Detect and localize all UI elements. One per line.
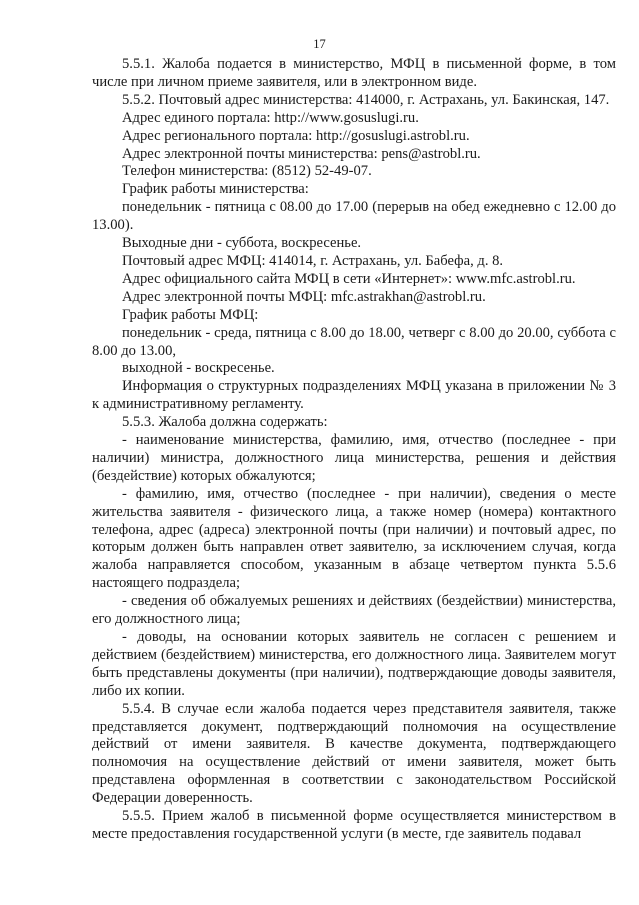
- paragraph-single-portal: Адрес единого портала: http://www.gosuslugi.ru.: [122, 109, 419, 126]
- paragraph-mfc-address: Почтовый адрес МФЦ: 414014, г. Астрахань, ул. Бабефа, д. 8.: [122, 252, 504, 269]
- paragraph-5-5-2: 5.5.2. Почтовый адрес министерства: 414000, г. Астрахань, ул. Бакинская, 147.: [122, 91, 610, 108]
- paragraph-mfc-schedule: понедельник - среда, пятница с 8.00 до 18.00, четверг с 8.00 до 20.00, суббота с 8.00 до 13.00,: [92, 324, 616, 359]
- list-item-ministry-name: - наименование министерства, фамилию, имя, отчество (последнее - при наличии) министра, должностного лица министерства, решения и действия (бездействие) которых обжалуются;: [92, 432, 616, 484]
- paragraph-ministry-schedule: понедельник - пятница с 08.00 до 17.00 (перерыв на обед ежедневно с 12.00 до 13.00).: [92, 199, 616, 234]
- paragraph-mfc-email: Адрес электронной почты МФЦ: mfc.astrakhan@astrobl.ru.: [122, 288, 486, 305]
- paragraph-mfc-schedule-heading: График работы МФЦ:: [122, 306, 259, 323]
- paragraph-regional-portal: Адрес регионального портала: http://gosuslugi.astrobl.ru.: [122, 127, 470, 144]
- paragraph-5-5-3: 5.5.3. Жалоба должна содержать:: [122, 414, 328, 431]
- paragraph-days-off: Выходные дни - суббота, воскресенье.: [122, 235, 362, 252]
- list-item-applicant-details: - фамилию, имя, отчество (последнее - при наличии), сведения о месте жительства заявителя - физического лица, а также номер (номера) контактного телефона, адрес (адреса) электронной почты (при наличии) и почтовый адрес, по которым должен быть направлен ответ заявителю, за исключением случая, когда жалоба направляется способом, указанным в абзаце четвертом пункта 5.5.6 настоящего подраздела;: [92, 485, 616, 592]
- paragraph-5-5-4: 5.5.4. В случае если жалоба подается через представителя заявителя, также представляется документ, подтверждающий полномочия на осуществление действий от имени заявителя. В качестве документа, подтверждающего полномочия на осуществление действий от имени заявителя, может быть представлена оформленная в соответствии с законодательством Российской Федерации доверенность.: [92, 700, 616, 807]
- page-number: 17: [313, 37, 326, 51]
- paragraph-5-5-1: 5.5.1. Жалоба подается в министерство, МФЦ в письменной форме, в том числе при личном приеме заявителя, или в электронном виде.: [92, 56, 616, 90]
- paragraph-ministry-phone: Телефон министерства: (8512) 52-49-07.: [122, 163, 372, 180]
- document-body: [92, 56, 616, 844]
- paragraph-mfc-divisions: Информация о структурных подразделениях МФЦ указана в приложении № 3 к административному регламенту.: [92, 378, 616, 413]
- paragraph-mfc-website: Адрес официального сайта МФЦ в сети «Интернет»: www.mfc.astrobl.ru.: [122, 270, 576, 287]
- list-item-arguments: - доводы, на основании которых заявитель не согласен с решением и действием (бездействием) министерства, его должностного лица. Заявителем могут быть представлены документы (при наличии), подтверждающие доводы заявителя, либо их копии.: [92, 629, 616, 699]
- paragraph-mfc-day-off: выходной - воскресенье.: [122, 360, 275, 377]
- paragraph-5-5-5: 5.5.5. Прием жалоб в письменной форме осуществляется министерством в месте предоставления государственной услуги (в месте, где заявитель подавал: [92, 808, 616, 842]
- paragraph-ministry-email: Адрес электронной почты министерства: pens@astrobl.ru.: [122, 145, 481, 162]
- paragraph-ministry-schedule-heading: График работы министерства:: [122, 181, 309, 198]
- list-item-appealed-decisions: - сведения об обжалуемых решениях и действиях (бездействии) министерства, его должностного лица;: [92, 593, 616, 628]
